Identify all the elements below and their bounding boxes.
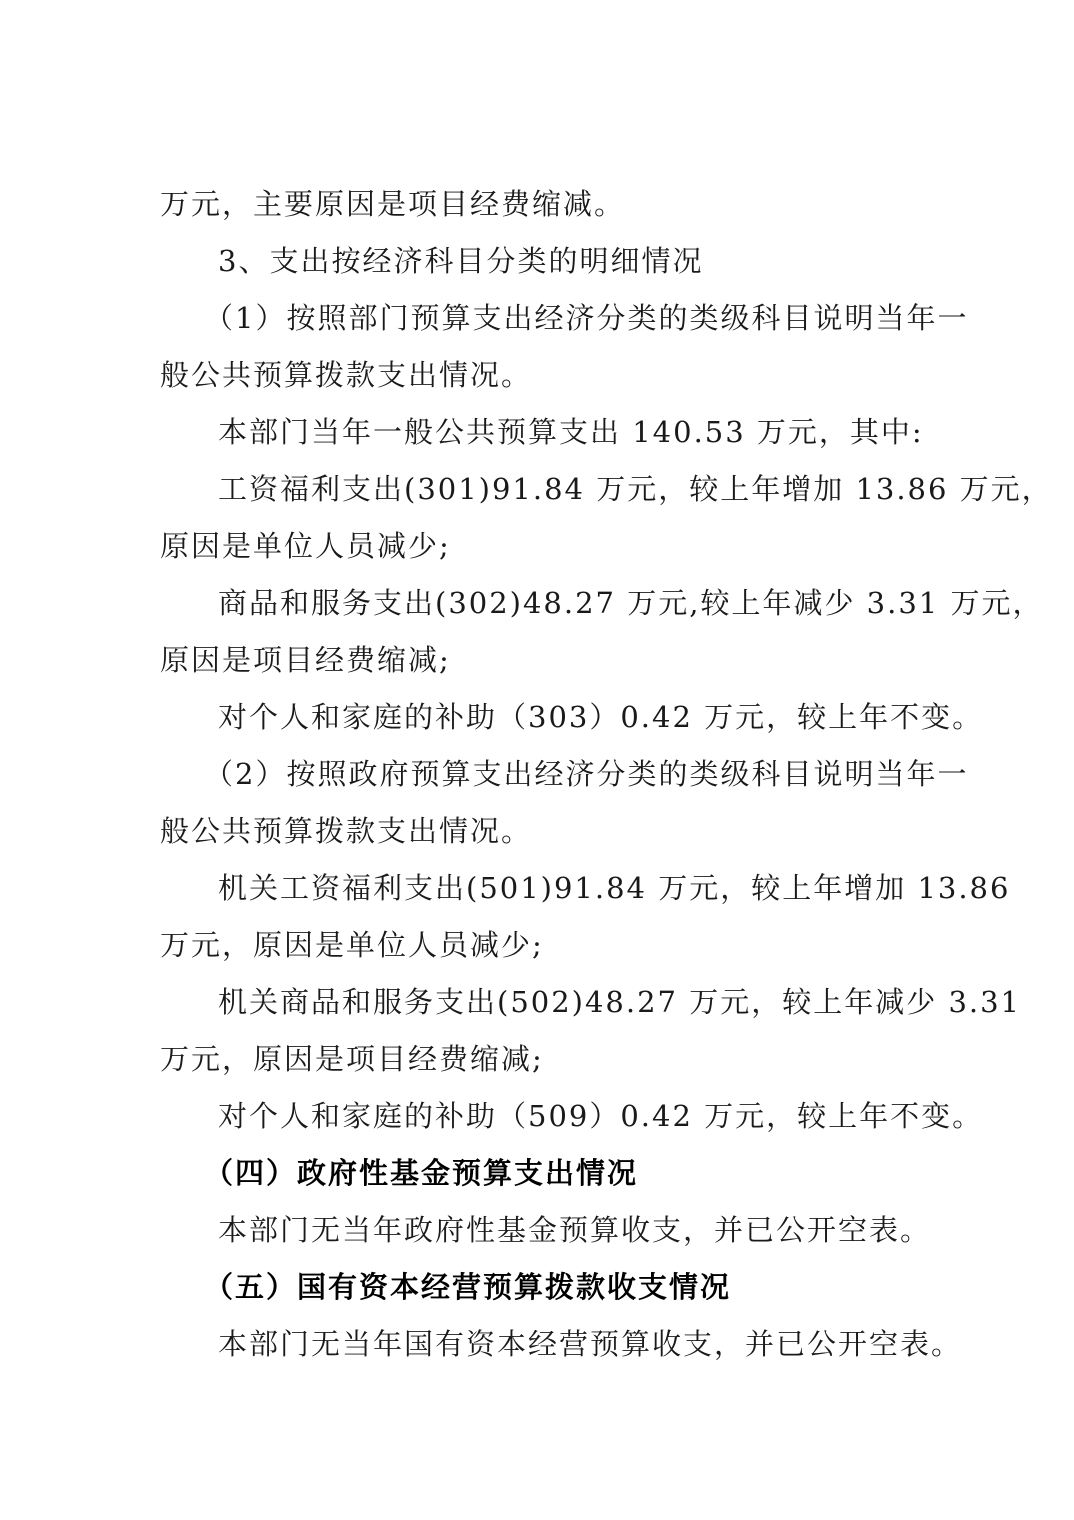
paragraph-line: 万元，主要原因是项目经费缩减。 — [160, 187, 626, 221]
paragraph-line: 商品和服务支出(302)48.27 万元,较上年减少 3.31 万元， — [218, 586, 1044, 620]
paragraph-line: 对个人和家庭的补助（509）0.42 万元，较上年不变。 — [218, 1099, 984, 1133]
paragraph-line: （2）按照政府预算支出经济分类的类级科目说明当年一 — [204, 757, 969, 791]
paragraph-line: 原因是单位人员减少; — [160, 529, 451, 563]
paragraph-line: （1）按照部门预算支出经济分类的类级科目说明当年一 — [204, 301, 969, 335]
paragraph-line: 机关商品和服务支出(502)48.27 万元，较上年减少 3.31 — [218, 985, 1022, 1019]
paragraph-line: 般公共预算拨款支出情况。 — [160, 814, 533, 848]
section-heading: （四）政府性基金预算支出情况 — [204, 1156, 639, 1190]
paragraph-line: 对个人和家庭的补助（303）0.42 万元，较上年不变。 — [218, 700, 984, 734]
paragraph-line: 本部门当年一般公共预算支出 140.53 万元，其中: — [218, 415, 924, 449]
paragraph-line: 般公共预算拨款支出情况。 — [160, 358, 533, 392]
subsection-title: 3、支出按经济科目分类的明细情况 — [218, 244, 704, 278]
section-heading: （五）国有资本经营预算拨款收支情况 — [204, 1270, 732, 1304]
paragraph-line: 万元，原因是单位人员减少; — [160, 928, 544, 962]
paragraph-line: 万元，原因是项目经费缩减; — [160, 1042, 544, 1076]
paragraph-line: 本部门无当年政府性基金预算收支，并已公开空表。 — [218, 1213, 932, 1247]
paragraph-line: 本部门无当年国有资本经营预算收支，并已公开空表。 — [218, 1327, 963, 1361]
paragraph-line: 原因是项目经费缩减; — [160, 643, 451, 677]
paragraph-line: 机关工资福利支出(501)91.84 万元，较上年增加 13.86 — [218, 871, 1011, 905]
paragraph-line: 工资福利支出(301)91.84 万元，较上年增加 13.86 万元， — [218, 472, 1053, 506]
